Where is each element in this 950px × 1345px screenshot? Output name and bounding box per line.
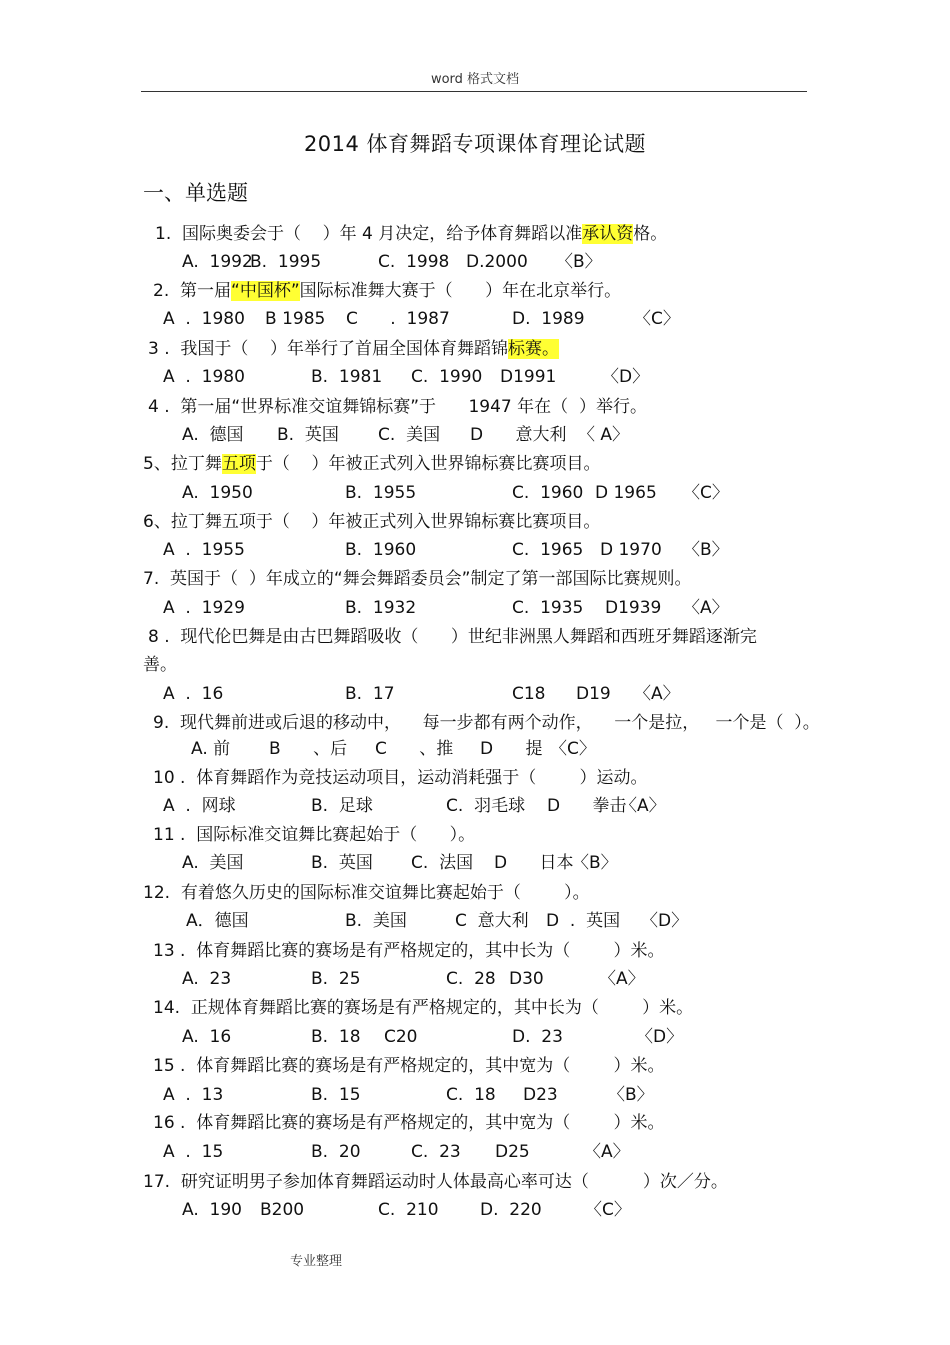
correct-answer: 〈D〉 xyxy=(602,367,650,387)
answer-option: B. 15 xyxy=(311,1085,361,1105)
highlighted-text: “中国杯” xyxy=(231,281,300,301)
answer-option: C. 210 xyxy=(378,1200,439,1220)
answer-option: A . 网球 xyxy=(163,796,236,816)
answer-option: C. 1998 xyxy=(378,252,450,272)
answer-option: D.2000 xyxy=(466,252,528,272)
highlighted-text: 承认资 xyxy=(582,224,634,244)
answer-option: C. 美国 xyxy=(378,425,441,445)
document-title: 2014 体育舞蹈专项课体育理论试题 xyxy=(303,132,647,156)
answer-option: C . 1987 xyxy=(346,309,450,329)
answer-option: D 提 xyxy=(480,739,543,759)
question-text: 8 . 现代伦巴舞是由古巴舞蹈吸收（ ）世纪非洲黑人舞蹈和西班牙舞蹈逐渐完 xyxy=(148,627,757,647)
answer-option: C18 xyxy=(512,684,546,704)
answer-option: B. 25 xyxy=(311,969,361,989)
answer-option: A. 美国 xyxy=(182,853,244,873)
correct-answer: 〈B〉 xyxy=(683,540,729,560)
correct-answer: 〈B〉 xyxy=(608,1085,654,1105)
question-text: 10 . 体育舞蹈作为竞技运动项目，运动消耗强于（ ）运动。 xyxy=(153,768,648,788)
answer-option: A . 15 xyxy=(163,1142,224,1162)
question-text: 9. 现代舞前进或后退的移动中， 每一步都有两个动作， 一个是拉， 一个是（ ）。 xyxy=(153,713,820,733)
page-header: word 格式文档 xyxy=(430,72,520,87)
question-text: 6、拉丁舞五项于（ ）年被正式列入世界锦标赛比赛项目。 xyxy=(143,512,601,532)
answer-option: D 1970 xyxy=(600,540,662,560)
answer-option: C. 1990 xyxy=(411,367,483,387)
answer-option: B. 美国 xyxy=(345,911,407,931)
answer-option: A . 1980 xyxy=(163,367,245,387)
answer-option: C. 1965 xyxy=(512,540,584,560)
correct-answer: 〈C〉 xyxy=(550,739,596,759)
correct-answer: 〈A〉 xyxy=(683,598,729,618)
question-text: 4 . 第一届“世界标准交谊舞锦标赛”于 1947 年在（ ）举行。 xyxy=(148,397,647,417)
answer-option: B. 1981 xyxy=(311,367,383,387)
correct-answer: 〈A〉 xyxy=(620,796,666,816)
answer-option: D25 xyxy=(495,1142,530,1162)
highlighted-text: 标赛。 xyxy=(508,339,560,359)
answer-option: D 1965 xyxy=(595,483,657,503)
question-text: 12. 有着悠久历史的国际标准交谊舞比赛起始于（ ）。 xyxy=(143,883,590,903)
answer-option: B. 18 xyxy=(311,1027,361,1047)
answer-option: A. 1950 xyxy=(182,483,253,503)
correct-answer: 〈A〉 xyxy=(634,684,680,704)
answer-option: B 、后 xyxy=(269,739,348,759)
answer-option: B. 1955 xyxy=(345,483,417,503)
correct-answer: 〈D〉 xyxy=(641,911,689,931)
answer-option: B. 17 xyxy=(345,684,395,704)
answer-option: A . 1929 xyxy=(163,598,245,618)
answer-option: C. 28 xyxy=(446,969,496,989)
answer-option: A . 16 xyxy=(163,684,224,704)
answer-option: B 1985 xyxy=(265,309,326,329)
answer-option: A. 23 xyxy=(182,969,232,989)
answer-option: B200 xyxy=(260,1200,305,1220)
correct-answer: 〈A〉 xyxy=(584,1142,630,1162)
question-text: 16 . 体育舞蹈比赛的赛场是有严格规定的，其中宽为（ ）米。 xyxy=(153,1113,665,1133)
question-text: 13 . 体育舞蹈比赛的赛场是有严格规定的，其中长为（ ）米。 xyxy=(153,941,665,961)
answer-option: C. 23 xyxy=(411,1142,461,1162)
answer-option: A. 前 xyxy=(191,739,231,759)
answer-option: A . 1980 xyxy=(163,309,245,329)
question-text: 5、拉丁舞五项于（ ）年被正式列入世界锦标赛比赛项目。 xyxy=(143,454,601,474)
question-text: 15 . 体育舞蹈比赛的赛场是有严格规定的，其中宽为（ ）米。 xyxy=(153,1056,665,1076)
answer-option: D. 23 xyxy=(512,1027,563,1047)
question-text: 14. 正规体育舞蹈比赛的赛场是有严格规定的，其中长为（ ）米。 xyxy=(153,998,694,1018)
answer-option: D30 xyxy=(509,969,544,989)
correct-answer: 〈D〉 xyxy=(636,1027,684,1047)
answer-option: C 意大利 xyxy=(455,911,529,931)
correct-answer: 〈B〉 xyxy=(572,853,618,873)
answer-option: A. 16 xyxy=(182,1027,232,1047)
answer-option: D 拳击 xyxy=(547,796,627,816)
answer-option: D19 xyxy=(576,684,611,704)
section-heading: 一、单选题 xyxy=(143,181,248,205)
answer-option: D1939 xyxy=(605,598,662,618)
answer-option: A . 13 xyxy=(163,1085,224,1105)
answer-option: C. 羽毛球 xyxy=(446,796,526,816)
correct-answer: 〈 A〉 xyxy=(578,425,630,445)
answer-option: C. 1960 xyxy=(512,483,584,503)
answer-option: A. 1992 xyxy=(182,252,253,272)
answer-option: C 、推 xyxy=(375,739,454,759)
answer-option: C. 法国 xyxy=(411,853,474,873)
correct-answer: 〈C〉 xyxy=(634,309,680,329)
highlighted-text: 五项 xyxy=(221,454,256,474)
answer-option: D 意大利 xyxy=(470,425,567,445)
answer-option: C. 18 xyxy=(446,1085,496,1105)
answer-option: B. 英国 xyxy=(277,425,339,445)
answer-option: D. 220 xyxy=(480,1200,542,1220)
page-footer: 专业整理 xyxy=(290,1254,343,1269)
answer-option: D. 1989 xyxy=(512,309,585,329)
question-text: 1. 国际奥委会于（ ）年 4 月决定，给予体育舞蹈以准承认资格。 xyxy=(155,224,668,244)
answer-option: C. 1935 xyxy=(512,598,584,618)
correct-answer: 〈C〉 xyxy=(683,483,729,503)
answer-option: D1991 xyxy=(500,367,557,387)
answer-option: B. 英国 xyxy=(311,853,373,873)
answer-option: A. 190 xyxy=(182,1200,242,1220)
answer-option: A . 1955 xyxy=(163,540,245,560)
correct-answer: 〈B〉 xyxy=(556,252,602,272)
question-text-continued: 善。 xyxy=(143,655,177,675)
correct-answer: 〈A〉 xyxy=(599,969,645,989)
answer-option: C20 xyxy=(384,1027,418,1047)
answer-option: B. 20 xyxy=(311,1142,361,1162)
answer-option: B. 足球 xyxy=(311,796,373,816)
question-text: 11 . 国际标准交谊舞比赛起始于（ ）。 xyxy=(153,825,476,845)
header-divider xyxy=(141,91,807,92)
question-text: 2. 第一届“中国杯”国际标准舞大赛于（ ）年在北京举行。 xyxy=(153,281,622,301)
answer-option: D 日本 xyxy=(494,853,574,873)
answer-option: A. 德国 xyxy=(182,425,244,445)
answer-option: A．德国 xyxy=(186,911,249,931)
question-text: 7. 英国于（ ）年成立的“舞会舞蹈委员会”制定了第一部国际比赛规则。 xyxy=(143,569,692,589)
question-text: 17. 研究证明男子参加体育舞蹈运动时人体最高心率可达（ ）次／分。 xyxy=(143,1172,728,1192)
answer-option: D23 xyxy=(523,1085,558,1105)
answer-option: D . 英国 xyxy=(546,911,621,931)
answer-option: B. 1995 xyxy=(250,252,322,272)
question-text: 3 . 我国于（ ）年举行了首届全国体育舞蹈锦标赛。 xyxy=(148,339,560,359)
answer-option: B. 1932 xyxy=(345,598,417,618)
answer-option: B. 1960 xyxy=(345,540,417,560)
correct-answer: 〈C〉 xyxy=(585,1200,631,1220)
